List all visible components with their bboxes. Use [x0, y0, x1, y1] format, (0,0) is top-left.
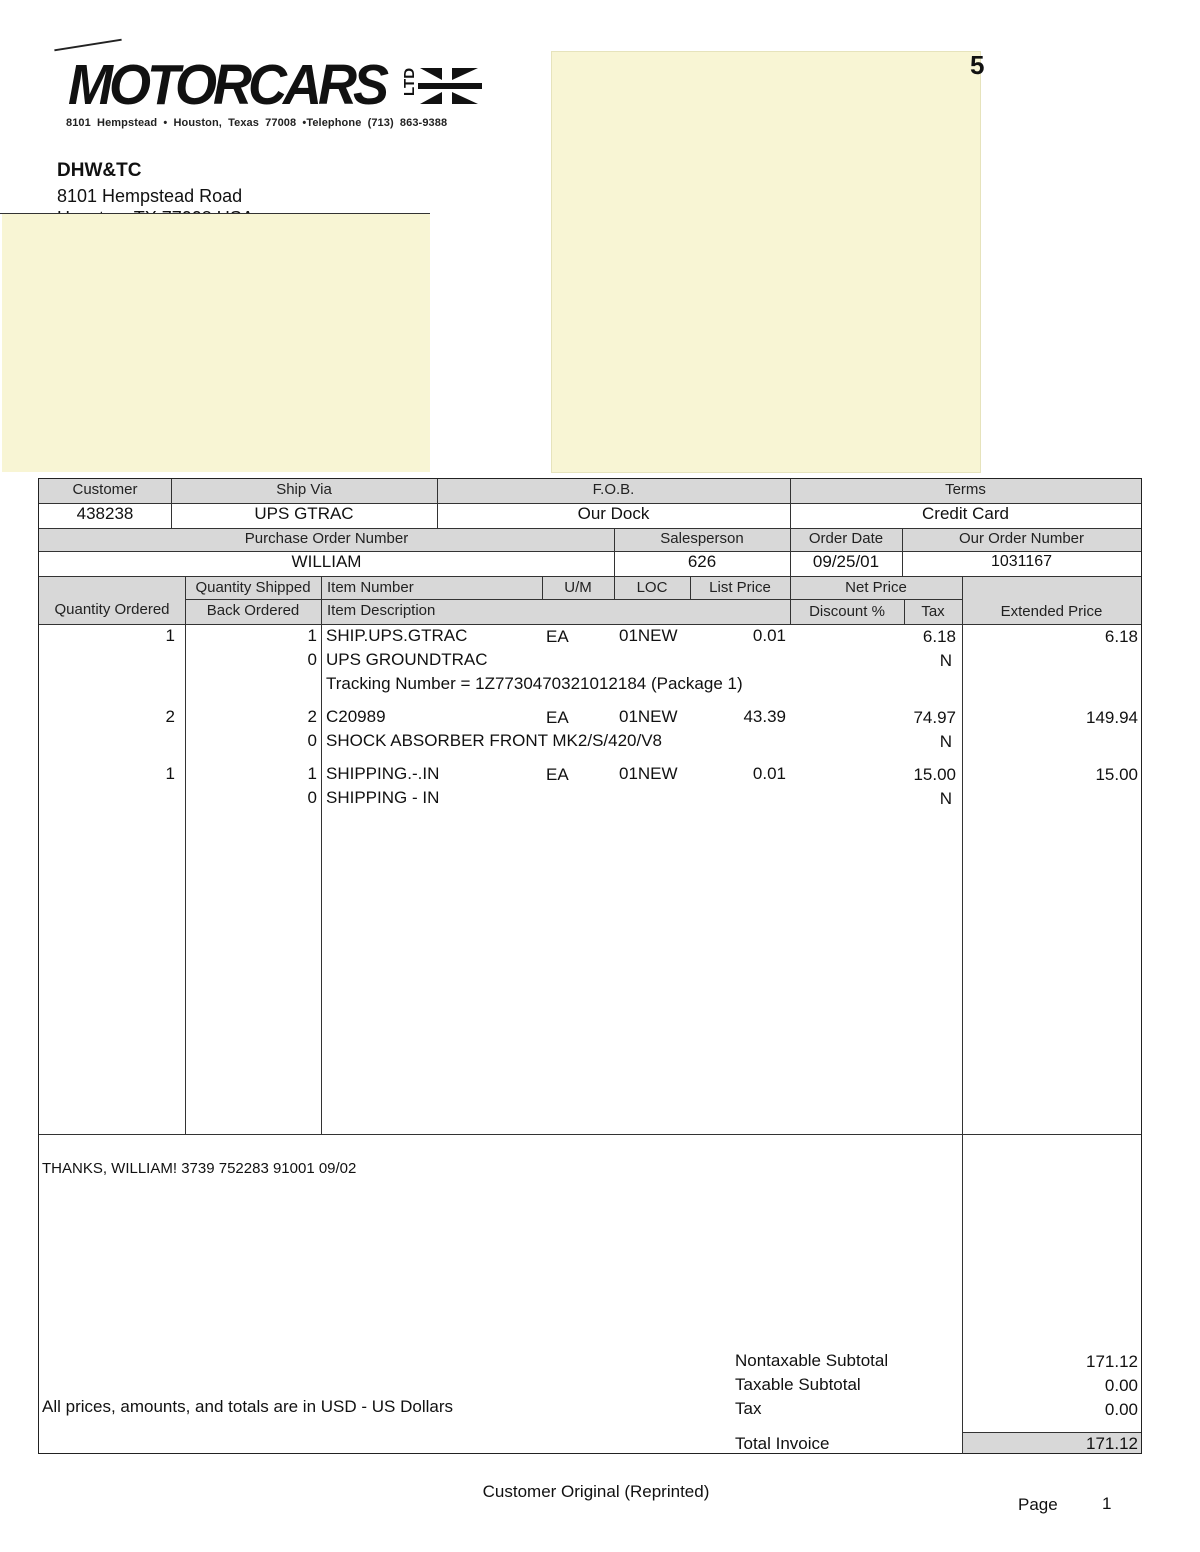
total-label: Total Invoice [735, 1434, 830, 1453]
nontaxable-value: 171.12 [1086, 1352, 1138, 1371]
item2-shipped: 2 [307, 707, 317, 726]
item1-list-price: 0.01 [752, 626, 786, 645]
item2-loc: 01NEW [619, 707, 678, 726]
item1-extended: 6.18 [1104, 627, 1138, 646]
col-item-description: Item Description [327, 602, 436, 619]
bill-from-street: 8101 Hempstead Road [57, 186, 243, 206]
order-date-value: 09/25/01 [812, 552, 880, 571]
label-po-number: Purchase Order Number [244, 530, 409, 547]
col-back-ordered: Back Ordered [206, 602, 300, 619]
copy-label: Customer Original (Reprinted) [482, 1482, 710, 1501]
label-order-date: Order Date [808, 530, 884, 547]
item1-back-ordered: 0 [307, 650, 317, 669]
item2-extended: 149.94 [1086, 708, 1138, 727]
item3-description: SHIPPING - IN [326, 788, 440, 807]
label-fob: F.O.B. [592, 481, 635, 498]
item3-list-price: 0.01 [752, 764, 786, 783]
nontaxable-label: Nontaxable Subtotal [735, 1351, 889, 1370]
item3-net-price: 15.00 [913, 765, 956, 784]
item1-um: EA [546, 627, 569, 646]
taxable-value: 0.00 [1104, 1376, 1138, 1395]
union-jack-logo-mark [398, 64, 488, 108]
po-number: WILLIAM [291, 552, 362, 571]
item1-net-price: 6.18 [922, 627, 956, 646]
letterhead-address: 8101 Hempstead • Houston, Texas 77008 •Telephone (713) 863-9388 [66, 117, 448, 129]
footer-note: THANKS, WILLIAM! 3739 752283 91001 09/02 [42, 1160, 357, 1177]
col-tax: Tax [921, 603, 945, 620]
redaction-note-right [552, 52, 980, 472]
item2-net-price: 74.97 [913, 708, 956, 727]
currency-note: All prices, amounts, and totals are in USD - US Dollars [42, 1397, 453, 1416]
label-customer: Customer [72, 481, 138, 498]
salesperson-value: 626 [687, 552, 717, 571]
item3-tax: N [939, 789, 952, 808]
terms-value: Credit Card [922, 504, 1009, 523]
redaction-note-left [2, 214, 430, 472]
tax-value: 0.00 [1104, 1400, 1138, 1419]
col-qty-shipped: Quantity Shipped [195, 579, 311, 596]
logo-ltd-text: LTD [401, 67, 418, 96]
item3-number: SHIPPING.-.IN [326, 764, 440, 783]
item1-tracking: Tracking Number = 1Z7730470321012184 (Package 1) [326, 674, 743, 693]
col-list-price: List Price [709, 579, 771, 596]
col-discount: Discount % [809, 603, 885, 620]
our-order-number: 1031167 [990, 553, 1053, 570]
item2-um: EA [546, 708, 569, 727]
bill-from-name: DHW&TC [57, 160, 142, 181]
col-item-number: Item Number [327, 579, 414, 596]
item1-loc: 01NEW [619, 626, 678, 645]
page-fragment: 5 [970, 50, 985, 80]
label-terms: Terms [945, 481, 986, 498]
col-net-price: Net Price [845, 579, 907, 596]
page-label: Page [1018, 1495, 1058, 1514]
item3-loc: 01NEW [619, 764, 678, 783]
invoice-table [38, 478, 1142, 1454]
customer-number: 438238 [76, 504, 134, 523]
col-loc: LOC [636, 579, 668, 596]
item1-shipped: 1 [307, 626, 317, 645]
item2-back-ordered: 0 [307, 731, 317, 750]
item2-description: SHOCK ABSORBER FRONT MK2/S/420/V8 [326, 731, 663, 750]
item1-tax: N [939, 651, 952, 670]
item1-description: UPS GROUNDTRAC [326, 650, 488, 669]
label-our-order-number: Our Order Number [958, 530, 1085, 547]
label-salesperson: Salesperson [660, 530, 744, 547]
company-logo: MOTORCARS [68, 53, 386, 117]
total-value: 171.12 [1086, 1434, 1138, 1453]
item2-list-price: 43.39 [743, 707, 786, 726]
col-um: U/M [564, 579, 592, 596]
item3-back-ordered: 0 [307, 788, 317, 807]
item1-number: SHIP.UPS.GTRAC [326, 626, 468, 645]
item2-tax: N [939, 732, 952, 751]
fob-value: Our Dock [577, 504, 650, 523]
col-extended-price: Extended Price [1000, 603, 1103, 620]
item1-ordered: 1 [165, 626, 175, 645]
item3-um: EA [546, 765, 569, 784]
item3-ordered: 1 [165, 764, 175, 783]
pen-mark [54, 39, 121, 52]
item2-ordered: 2 [165, 707, 175, 726]
taxable-label: Taxable Subtotal [735, 1375, 861, 1394]
label-ship-via: Ship Via [276, 481, 332, 498]
page-number: 1 [1102, 1494, 1112, 1513]
item3-shipped: 1 [307, 764, 317, 783]
item2-number: C20989 [326, 707, 386, 726]
item3-extended: 15.00 [1095, 765, 1138, 784]
tax-label: Tax [735, 1399, 762, 1418]
col-qty-ordered: Quantity Ordered [54, 601, 170, 618]
ship-via-value: UPS GTRAC [254, 504, 354, 523]
